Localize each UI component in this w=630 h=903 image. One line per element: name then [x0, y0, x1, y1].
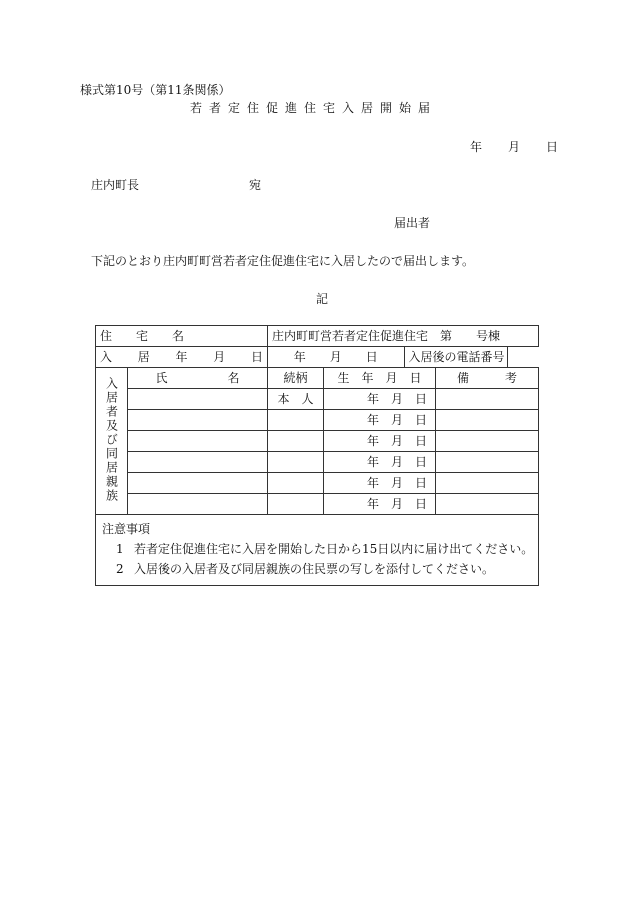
- member-row: [96, 431, 539, 452]
- member-name[interactable]: [128, 494, 268, 515]
- member-relation[interactable]: [268, 410, 324, 431]
- housing-label: 住 宅 名: [96, 326, 268, 347]
- member-header-row: [96, 368, 539, 389]
- member-remarks[interactable]: [436, 494, 539, 515]
- member-row: [96, 410, 539, 431]
- member-row: [96, 389, 539, 410]
- notes-row: [96, 515, 539, 586]
- member-remarks[interactable]: [436, 452, 539, 473]
- notes-title: 注意事項: [102, 522, 151, 536]
- note-text: 入居後の入居者及び同居親族の住民票の写しを添付してください。: [134, 562, 495, 576]
- addressee: 庄内町長: [91, 178, 140, 192]
- relation-header: 続柄: [268, 368, 324, 389]
- members-group-label: 入居者及び同居親族: [96, 368, 128, 515]
- note-number: 1: [116, 542, 124, 556]
- member-name[interactable]: [128, 431, 268, 452]
- member-relation[interactable]: [268, 431, 324, 452]
- note-item: [102, 539, 532, 559]
- move-in-date-label: 入居年月日: [96, 347, 268, 368]
- member-name[interactable]: [128, 473, 268, 494]
- submission-date: [470, 140, 558, 154]
- member-name[interactable]: [128, 410, 268, 431]
- member-birthdate[interactable]: 年 月 日: [324, 473, 436, 494]
- form-number: 様式第10号（第11条関係）: [80, 83, 231, 97]
- notifier-label: 届出者: [394, 216, 431, 230]
- member-row: [96, 494, 539, 515]
- member-birthdate[interactable]: 年 月 日: [324, 452, 436, 473]
- move-in-date-value-cell[interactable]: 年 月 日: [268, 347, 404, 367]
- member-birthdate[interactable]: 年 月 日: [324, 431, 436, 452]
- move-in-row: [96, 347, 539, 368]
- member-remarks[interactable]: [436, 473, 539, 494]
- member-relation[interactable]: 本 人: [268, 389, 324, 410]
- date-month: 月: [508, 140, 521, 154]
- phone-label: 入居後の電話番号: [404, 347, 507, 367]
- member-relation[interactable]: [268, 473, 324, 494]
- registration-table: [95, 325, 539, 586]
- document-title: 若者定住促進住宅入居開始届: [190, 101, 438, 115]
- member-birthdate[interactable]: 年 月 日: [324, 494, 436, 515]
- member-name[interactable]: [128, 389, 268, 410]
- member-remarks[interactable]: [436, 389, 539, 410]
- member-birthdate[interactable]: 年 月 日: [324, 389, 436, 410]
- member-birthdate[interactable]: 年 月 日: [324, 410, 436, 431]
- note-item: [102, 559, 532, 579]
- member-row: [96, 452, 539, 473]
- ki-heading: 記: [316, 292, 329, 306]
- notes-section: [96, 515, 539, 586]
- remarks-header: 備 考: [436, 368, 539, 389]
- member-row: [96, 473, 539, 494]
- addressee-suffix: 宛: [249, 178, 262, 192]
- date-day: 日: [546, 140, 559, 154]
- member-name[interactable]: [128, 452, 268, 473]
- name-header: 氏 名: [128, 368, 268, 389]
- statement: 下記のとおり庄内町町営若者定住促進住宅に入居したので届出します。: [91, 254, 475, 268]
- birthdate-header: 生 年 月 日: [324, 368, 436, 389]
- member-remarks[interactable]: [436, 410, 539, 431]
- housing-value[interactable]: 庄内町町営若者定住促進住宅 第 号棟: [268, 326, 539, 347]
- member-relation[interactable]: [268, 494, 324, 515]
- note-number: 2: [116, 562, 124, 576]
- date-year: 年: [470, 140, 483, 154]
- phone-value[interactable]: [507, 347, 539, 367]
- note-text: 若者定住促進住宅に入居を開始した日から15日以内に届け出てください。: [134, 542, 534, 556]
- member-relation[interactable]: [268, 452, 324, 473]
- member-remarks[interactable]: [436, 431, 539, 452]
- housing-row: [96, 326, 539, 347]
